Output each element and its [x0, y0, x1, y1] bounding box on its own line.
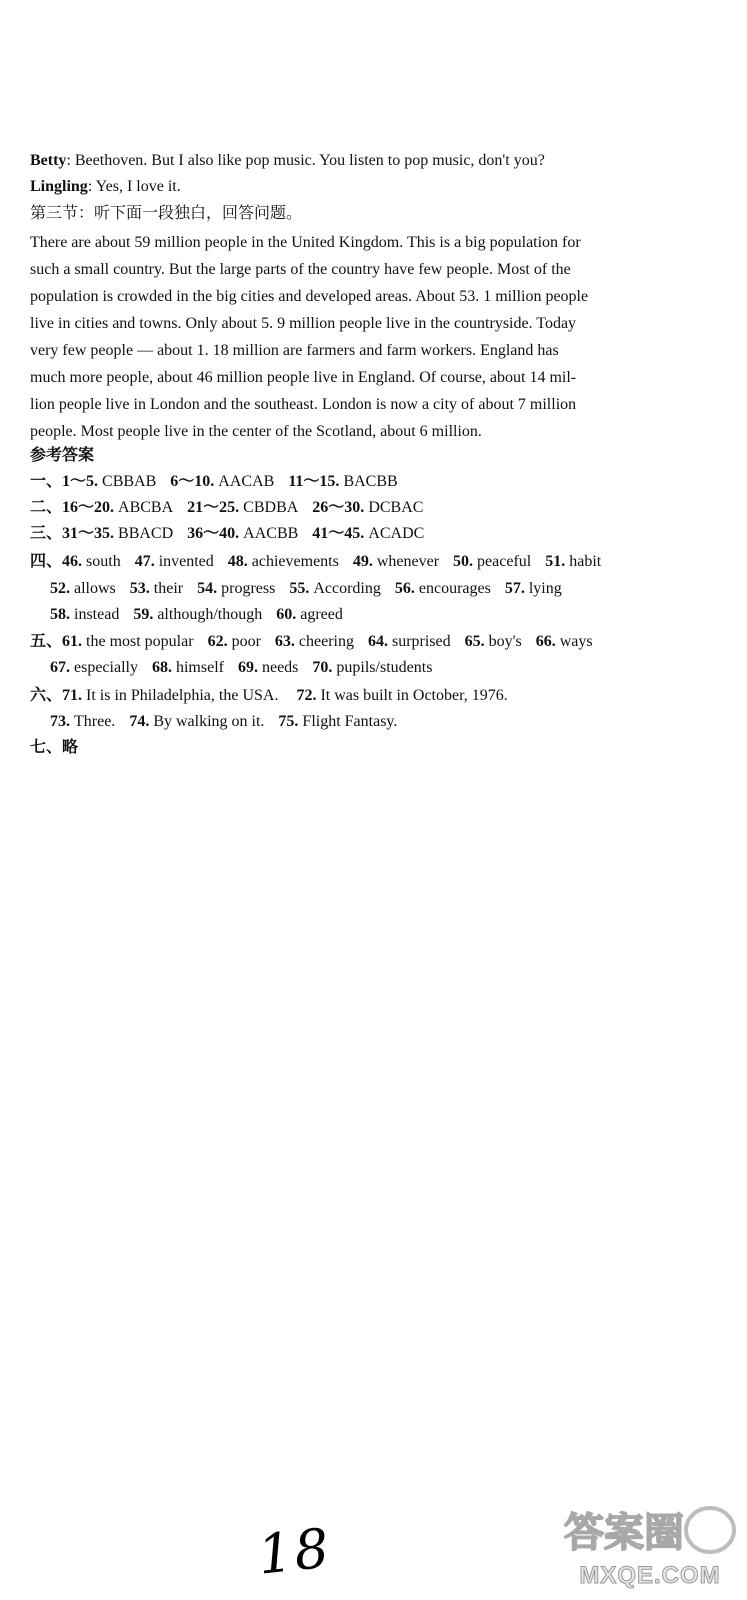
item-number: 60.: [276, 606, 297, 623]
item-answer: cheering: [298, 633, 354, 650]
answer-row-section4-line2: [50, 578, 562, 600]
page-number: 18: [254, 1516, 334, 1587]
item-answer: agreed: [300, 606, 343, 623]
answer-row-section6-line2: [50, 711, 397, 733]
item-answer: ways: [559, 633, 593, 650]
answer-letters: AACBB: [243, 525, 299, 542]
item-answer: Three.: [74, 713, 116, 730]
item-number: 49.: [352, 553, 373, 570]
item-answer: needs: [261, 659, 299, 676]
watermark: [560, 1500, 740, 1595]
item-number: 46.: [62, 553, 83, 570]
answer-row-section4-line3: [50, 604, 343, 626]
item-number: 61.: [62, 633, 83, 650]
item-number: 58.: [50, 606, 70, 623]
svg-text:答案圈: 答案圈: [564, 1510, 684, 1556]
item-answer: peaceful: [477, 553, 532, 570]
section-number: 四、: [30, 553, 63, 570]
speaker-lingling: Lingling: [30, 178, 88, 195]
dialog-line-betty: [30, 150, 545, 172]
answer-letters: AACAB: [218, 473, 275, 490]
answer-row-section2: [30, 497, 423, 519]
item-answer: encourages: [418, 580, 491, 597]
answer-letters: CBBAB: [102, 473, 157, 490]
question-range: 16～20.: [62, 499, 115, 516]
answer-row-section5-line2: [50, 657, 432, 679]
answer-letters: CBDBA: [243, 499, 299, 516]
item-answer: boy's: [488, 633, 522, 650]
item-answer: invented: [158, 553, 214, 570]
question-range: 26～30.: [312, 499, 365, 516]
passage-line: population is crowded in the big cities and developed areas. About 53. 1 million people: [30, 288, 589, 305]
item-answer: their: [153, 580, 184, 597]
section-number: 六、: [30, 687, 63, 704]
item-number: 64.: [367, 633, 388, 650]
answer-row-section5-line1: [30, 631, 593, 653]
answer-row-section1: [30, 471, 398, 493]
betty-speech: : Beethoven. But I also like pop music. You listen to pop music, don't you?: [66, 152, 545, 169]
item-answer: poor: [231, 633, 261, 650]
answer-letters: ABCBA: [118, 499, 174, 516]
item-answer: especially: [74, 659, 138, 676]
item-number: 52.: [50, 580, 70, 597]
item-answer: instead: [74, 606, 120, 623]
question-range: 21～25.: [187, 499, 240, 516]
answer-row-section3: [30, 523, 424, 545]
section-number: 五、: [30, 633, 63, 650]
section-number: 三、: [30, 525, 63, 542]
item-answer: According: [313, 580, 381, 597]
item-answer: progress: [221, 580, 276, 597]
section3-heading: 第三节：听下面一段独白，回答问题。: [30, 205, 303, 222]
item-answer: although/though: [157, 606, 263, 623]
item-number: 72.: [296, 687, 317, 704]
item-answer: Flight Fantasy.: [302, 713, 398, 730]
question-range: 1～5.: [62, 473, 99, 490]
item-number: 56.: [394, 580, 415, 597]
answer-letters: BACBB: [343, 473, 398, 490]
item-number: 59.: [133, 606, 154, 623]
answer-row-section7: 七、略: [30, 739, 79, 756]
passage-line: live in cities and towns. Only about 5. 9 million people live in the countryside. Today: [30, 315, 577, 332]
answer-row-section4-line1: [30, 551, 601, 573]
item-answer: It was built in October, 1976.: [320, 687, 508, 704]
item-number: 73.: [50, 713, 70, 730]
item-answer: south: [86, 553, 121, 570]
section-number: 二、: [30, 499, 63, 516]
question-range: 36～40.: [187, 525, 240, 542]
watermark-logo: [560, 1500, 740, 1560]
item-number: 74.: [129, 713, 150, 730]
question-range: 6～10.: [170, 473, 215, 490]
item-number: 53.: [129, 580, 150, 597]
answer-letters: DCBAC: [368, 499, 424, 516]
watermark-url: MXQE.COM: [579, 1562, 721, 1589]
item-answer: lying: [528, 580, 562, 597]
item-number: 50.: [453, 553, 474, 570]
item-answer: pupils/students: [336, 659, 433, 676]
speaker-betty: Betty: [30, 152, 67, 169]
item-answer: By walking on it.: [153, 713, 265, 730]
item-number: 71.: [62, 687, 83, 704]
item-number: 75.: [278, 713, 299, 730]
answers-heading: 参考答案: [30, 447, 95, 464]
item-number: 63.: [274, 633, 295, 650]
question-range: 41～45.: [312, 525, 365, 542]
item-answer: It is in Philadelphia, the USA.: [86, 687, 279, 704]
item-answer: achievements: [251, 553, 339, 570]
item-answer: the most popular: [86, 633, 194, 650]
item-number: 47.: [134, 553, 155, 570]
passage-line: much more people, about 46 million people live in England. Of course, about 14 mil-: [30, 369, 577, 386]
item-answer: himself: [175, 659, 224, 676]
item-number: 51.: [545, 553, 566, 570]
lingling-speech: : Yes, I love it.: [87, 178, 181, 195]
item-number: 48.: [227, 553, 248, 570]
item-answer: surprised: [391, 633, 451, 650]
passage-line: very few people — about 1. 18 million are farmers and farm workers. England has: [30, 342, 559, 359]
item-number: 54.: [197, 580, 218, 597]
section-number: 一、: [30, 473, 63, 490]
dialog-line-lingling: [30, 176, 181, 198]
answer-row-section6-line1: [30, 685, 508, 707]
passage-line: lion people live in London and the southeast. London is now a city of about 7 million: [30, 396, 577, 413]
item-number: 67.: [50, 659, 70, 676]
item-number: 57.: [504, 580, 525, 597]
item-number: 70.: [312, 659, 333, 676]
item-answer: allows: [74, 580, 116, 597]
passage-line: such a small country. But the large parts of the country have few people. Most of the: [30, 261, 571, 278]
item-number: 66.: [535, 633, 556, 650]
item-number: 65.: [464, 633, 485, 650]
answer-letters: BBACD: [118, 525, 174, 542]
item-number: 68.: [151, 659, 172, 676]
item-answer: habit: [569, 553, 602, 570]
item-answer: whenever: [376, 553, 440, 570]
question-range: 31～35.: [62, 525, 115, 542]
question-range: 11～15.: [288, 473, 340, 490]
passage-line: people. Most people live in the center of the Scotland, about 6 million.: [30, 423, 482, 440]
answer-letters: ACADC: [368, 525, 425, 542]
item-number: 62.: [207, 633, 228, 650]
item-number: 69.: [237, 659, 258, 676]
passage-line: There are about 59 million people in the United Kingdom. This is a big population for: [30, 234, 581, 251]
item-number: 55.: [289, 580, 310, 597]
